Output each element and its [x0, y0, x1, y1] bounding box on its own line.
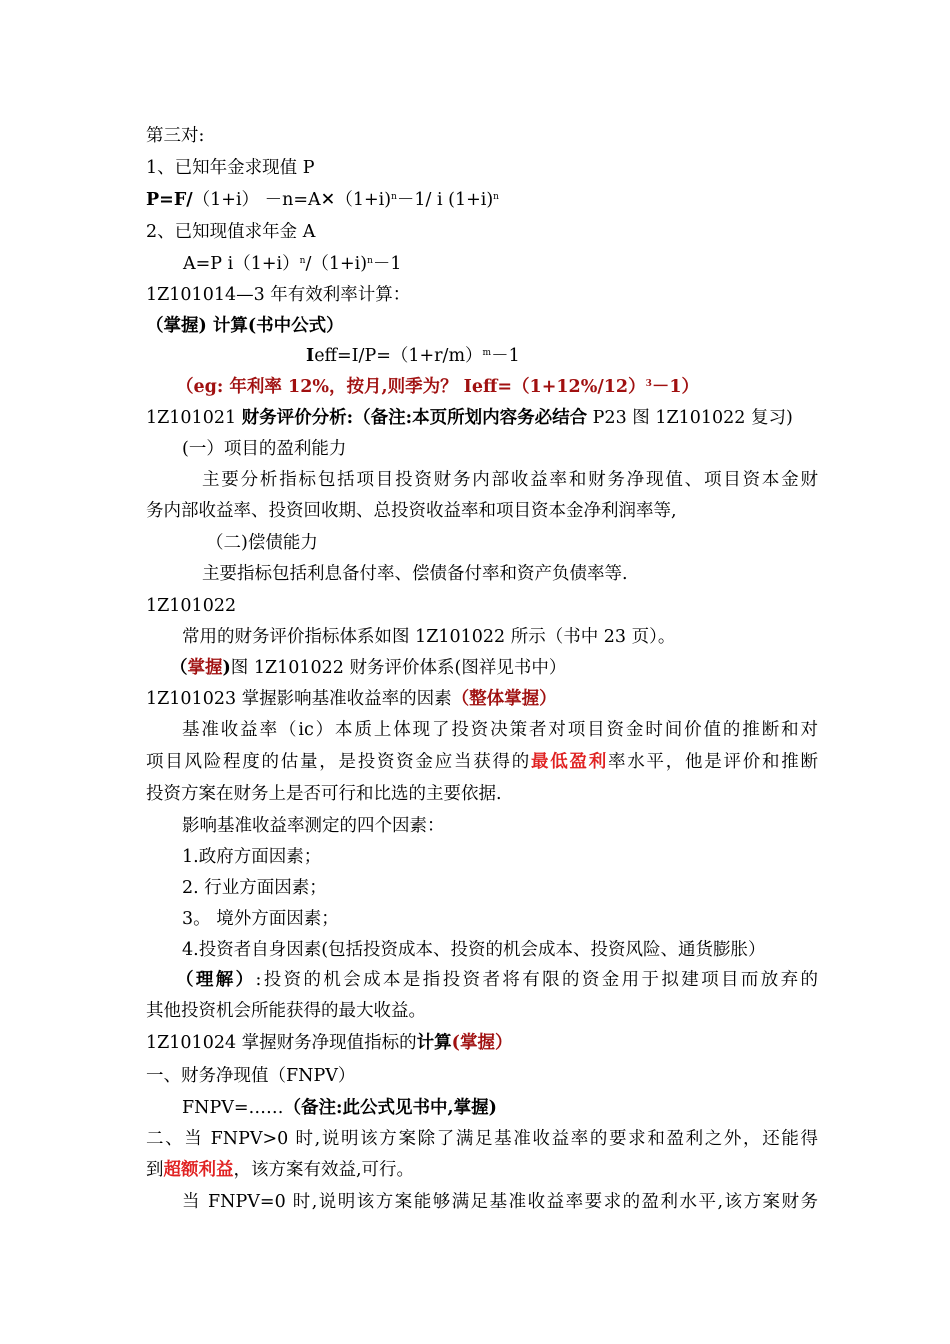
- superscript: n: [367, 256, 373, 266]
- text-line: 2、已知现值求年金 A: [146, 222, 316, 242]
- paragraph-text: ，该方案有效益,可行。: [233, 1160, 415, 1180]
- bold-note: （理解）: [176, 970, 256, 990]
- subheading: (一）项目的盈利能力: [182, 439, 347, 459]
- formula-part: /（1+i): [305, 254, 368, 274]
- formula-part: eff=I/P=（1+r/m）: [314, 346, 483, 366]
- bold-note: （备注:此公式见书中,掌握): [283, 1098, 497, 1118]
- paragraph-text: 基准收益率（ic）本质上体现了投资决策者对项目资金时间价值的推断和对: [182, 720, 818, 740]
- section-heading: [146, 687, 557, 711]
- subheading: （二)偿债能力: [206, 533, 318, 553]
- heading-text: 1Z101023 掌握影响基准收益率的因素: [146, 689, 452, 709]
- note-text: 图 1Z101022 财务评价体系(图祥见书中）: [230, 658, 567, 678]
- paragraph-text: 项目风险程度的估量，是投资资金应当获得的: [146, 752, 531, 772]
- note-line: [170, 656, 566, 680]
- section-heading: 1Z101022: [146, 596, 237, 616]
- paragraph-text: :投资的机会成本是指投资者将有限的资金用于拟建项目而放弃的: [255, 970, 818, 990]
- formula-part: （1+i） －n=A✕（1+i): [192, 190, 392, 210]
- highlight: 掌握: [187, 658, 223, 678]
- bracket: （: [170, 658, 188, 678]
- paragraph-line: 主要指标包括利息备付率、偿债备付率和资产负债率等.: [202, 564, 628, 584]
- formula-part: －1: [491, 346, 520, 366]
- heading-code: 1Z101021: [146, 408, 242, 428]
- formula-part: FNPV=……: [182, 1098, 284, 1118]
- formula-line: [182, 1096, 497, 1120]
- paragraph-text: 当 FNPV=0 时,说明该方案能够满足基准收益率要求的盈利水平,该方案财务: [182, 1192, 818, 1212]
- bracket: ): [222, 658, 231, 678]
- paragraph-text: 主要分析指标包括项目投资财务内部收益率和财务净现值、项目资本金财: [202, 470, 818, 490]
- paragraph-line: [146, 968, 818, 992]
- highlight: (掌握）: [451, 1033, 513, 1053]
- formula-part: －1/ i (1+i): [396, 190, 494, 210]
- example-line: [176, 375, 699, 399]
- paragraph-line: 投资方案在财务上是否可行和比选的主要依据.: [146, 784, 502, 804]
- superscript: 3: [645, 379, 652, 389]
- paragraph-line: 其他投资机会所能获得的最大收益。: [146, 1001, 426, 1021]
- paragraph-line: [146, 1190, 818, 1214]
- formula-part: P=F/: [146, 190, 193, 210]
- heading-bold: 计算: [416, 1033, 452, 1053]
- text-line: 1、已知年金求现值 P: [146, 158, 315, 178]
- superscript: n: [299, 256, 306, 266]
- superscript: n: [493, 192, 499, 202]
- paragraph-text: 率水平，他是评价和推断: [608, 752, 818, 772]
- text-line: 第三对:: [146, 126, 205, 146]
- paragraph-line: 影响基准收益率测定的四个因素：: [182, 816, 445, 836]
- formula-part: －1: [372, 254, 402, 274]
- heading-tail: P23 图 1Z101022 复习): [587, 408, 793, 428]
- list-item: 2. 行业方面因素；: [182, 878, 327, 898]
- list-item: 1.政府方面因素；: [182, 847, 322, 867]
- subheading: 一、财务净现值（FNPV）: [146, 1066, 356, 1086]
- heading-bold: 财务评价分析:（备注:本页所划内容务必结合: [241, 408, 588, 428]
- paragraph-line: [146, 1158, 414, 1182]
- paragraph-line: 二、当 FNPV>0 时,说明该方案除了满足基准收益率的要求和盈利之外，还能得: [146, 1129, 818, 1149]
- paragraph-line: [146, 750, 818, 774]
- superscript: n: [391, 192, 397, 202]
- paragraph-line: 常用的财务评价指标体系如图 1Z101022 所示（书中 23 页）。: [182, 627, 676, 647]
- highlight: 超额利益: [163, 1160, 234, 1180]
- paragraph-line: [146, 468, 818, 492]
- highlight: 最低盈利: [531, 752, 608, 772]
- list-item: 3。 境外方面因素；: [182, 909, 339, 929]
- section-heading: [146, 406, 793, 430]
- formula-line: [306, 344, 520, 368]
- formula-line: [183, 252, 402, 276]
- example-part: －1）: [651, 377, 700, 397]
- bold-note: （掌握) 计算(书中公式）: [146, 316, 344, 336]
- paragraph-text: 到: [146, 1160, 164, 1180]
- paragraph-line: 务内部收益率、投资回收期、总投资收益率和项目资本金净利润率等,: [146, 501, 677, 521]
- section-heading: 1Z101014—3 年有效利率计算：: [146, 285, 411, 305]
- highlight: （整体掌握）: [451, 689, 557, 709]
- formula-part: I: [306, 346, 315, 366]
- section-heading: [146, 1031, 512, 1055]
- formula-line: [146, 188, 499, 212]
- superscript: m: [482, 348, 492, 358]
- paragraph-line: [146, 718, 818, 742]
- formula-part: A=P i（1+i）: [183, 254, 300, 274]
- example-part: （eg: 年利率 12%，按月,则季为？ Ieff=（1+12%/12）: [176, 377, 646, 397]
- heading-text: 1Z101024 掌握财务净现值指标的: [146, 1033, 417, 1053]
- list-item: 4.投资者自身因素(包括投资成本、投资的机会成本、投资风险、通货膨胀）: [182, 940, 766, 960]
